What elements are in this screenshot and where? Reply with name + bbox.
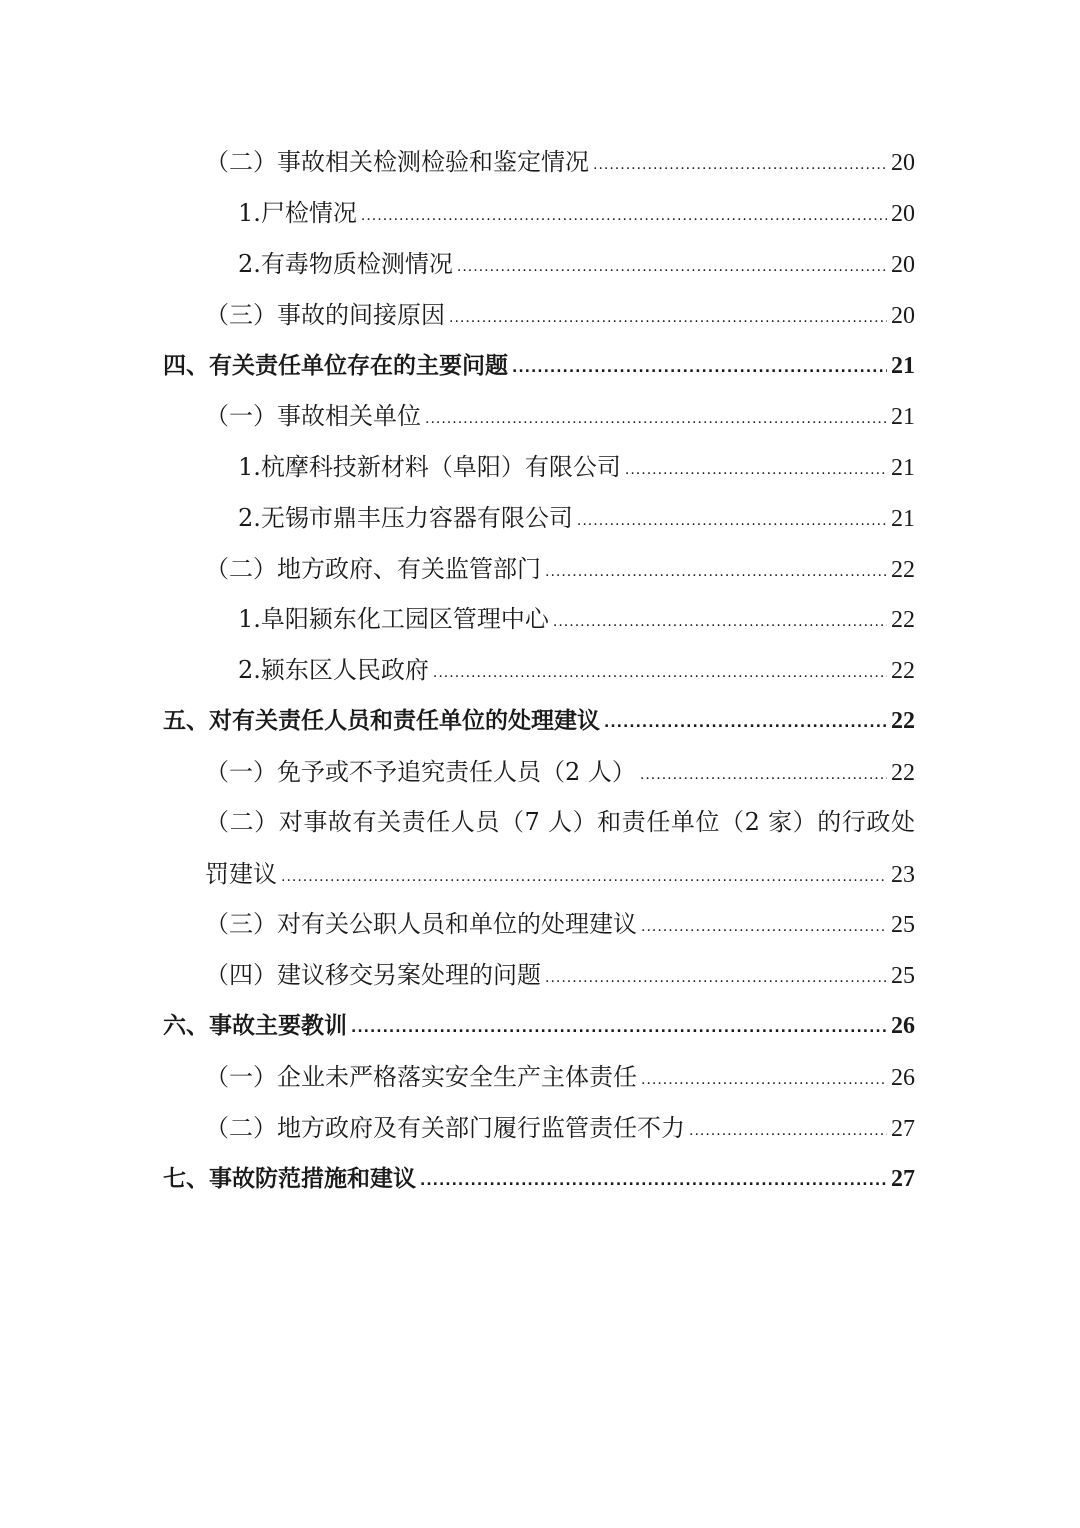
toc-page-number: 21 bbox=[891, 455, 915, 481]
dot-leader bbox=[545, 547, 887, 598]
toc-entry-title: （二）地方政府、有关监管部门 bbox=[205, 555, 541, 583]
dot-leader bbox=[641, 1055, 887, 1106]
toc-entry-title: 四、有关责任单位存在的主要问题 bbox=[163, 353, 508, 379]
toc-page-number: 27 bbox=[891, 1116, 915, 1142]
toc-page-number: 25 bbox=[891, 963, 915, 989]
toc-page-number: 21 bbox=[891, 353, 915, 379]
dot-leader bbox=[420, 1156, 887, 1207]
toc-entry-title: （三）事故的间接原因 bbox=[205, 301, 445, 329]
toc-entry[interactable] bbox=[205, 391, 915, 442]
toc-page-number: 21 bbox=[891, 404, 915, 430]
toc-chapter-entry[interactable] bbox=[163, 341, 915, 392]
dot-leader bbox=[604, 698, 887, 749]
dot-leader bbox=[545, 953, 887, 1004]
dot-leader bbox=[640, 750, 887, 801]
toc-entry-title: 2.有毒物质检测情况 bbox=[238, 250, 453, 278]
toc-entry-title: 1.阜阳颍东化工园区管理中心 bbox=[238, 605, 549, 633]
toc-entry-title: （一）免予或不予追究责任人员（2 人） bbox=[205, 758, 636, 786]
toc-entry-title: （三）对有关公职人员和单位的处理建议 bbox=[205, 910, 637, 938]
toc-entry[interactable] bbox=[238, 594, 915, 645]
toc-entry[interactable] bbox=[205, 1052, 915, 1103]
toc-page-number: 22 bbox=[891, 607, 915, 633]
toc-entry-title: （一）企业未严格落实安全生产主体责任 bbox=[205, 1063, 637, 1091]
toc-entry[interactable] bbox=[238, 188, 915, 239]
toc-entry[interactable] bbox=[205, 1103, 915, 1154]
dot-leader bbox=[449, 293, 887, 344]
dot-leader bbox=[689, 1106, 887, 1157]
dot-leader bbox=[593, 140, 887, 191]
toc-entry[interactable] bbox=[238, 239, 915, 290]
toc-page-number: 27 bbox=[891, 1166, 915, 1192]
dot-leader bbox=[457, 242, 887, 293]
toc-entry-title: 1.尸检情况 bbox=[238, 199, 357, 227]
dot-leader bbox=[553, 597, 887, 648]
toc-chapter-entry[interactable] bbox=[163, 696, 915, 747]
toc-entry-title: 2.颍东区人民政府 bbox=[238, 656, 429, 684]
toc-entry-title: 2.无锡市鼎丰压力容器有限公司 bbox=[238, 504, 573, 532]
toc-entry-title-line2: 罚建议 bbox=[205, 860, 277, 888]
toc-entry-title-line1[interactable]: （二）对事故有关责任人员（7 人）和责任单位（2 家）的行政处 bbox=[205, 808, 915, 836]
dot-leader bbox=[512, 343, 887, 394]
dot-leader bbox=[425, 394, 887, 445]
toc-entry[interactable] bbox=[205, 849, 915, 900]
toc-entry[interactable] bbox=[205, 137, 915, 188]
toc-entry[interactable] bbox=[238, 442, 915, 493]
toc-entry-title: （二）地方政府及有关部门履行监管责任不力 bbox=[205, 1114, 685, 1142]
toc-page-number: 20 bbox=[891, 201, 915, 227]
toc-page-number: 22 bbox=[891, 760, 915, 786]
dot-leader bbox=[641, 902, 887, 953]
dot-leader bbox=[433, 648, 887, 699]
toc-page-number: 25 bbox=[891, 912, 915, 938]
dot-leader bbox=[351, 1003, 887, 1054]
toc-page-number: 26 bbox=[891, 1013, 915, 1039]
toc-chapter-entry[interactable] bbox=[163, 1001, 915, 1052]
toc-page-number: 22 bbox=[891, 658, 915, 684]
dot-leader bbox=[625, 445, 887, 496]
toc-chapter-entry[interactable] bbox=[163, 1154, 915, 1205]
toc-entry[interactable] bbox=[205, 747, 915, 798]
toc-page-number: 20 bbox=[891, 150, 915, 176]
dot-leader bbox=[577, 496, 887, 547]
toc-entry-title: （一）事故相关单位 bbox=[205, 402, 421, 430]
toc-page-number: 20 bbox=[891, 252, 915, 278]
toc-page-number: 23 bbox=[891, 862, 915, 888]
dot-leader bbox=[361, 191, 887, 242]
toc-entry-title: （四）建议移交另案处理的问题 bbox=[205, 961, 541, 989]
toc-page-number: 22 bbox=[891, 708, 915, 734]
toc-page-number: 20 bbox=[891, 303, 915, 329]
toc-page-number: 21 bbox=[891, 506, 915, 532]
toc-entry[interactable] bbox=[205, 544, 915, 595]
toc-entry[interactable] bbox=[238, 645, 915, 696]
toc-entry[interactable] bbox=[205, 950, 915, 1001]
dot-leader bbox=[281, 852, 887, 903]
toc-page-number: 22 bbox=[891, 557, 915, 583]
toc-entry-title: 1.杭摩科技新材料（阜阳）有限公司 bbox=[238, 453, 621, 481]
toc-entry[interactable] bbox=[205, 899, 915, 950]
toc-entry[interactable] bbox=[205, 290, 915, 341]
toc-entry-title: 六、事故主要教训 bbox=[163, 1013, 347, 1039]
toc-page-number: 26 bbox=[891, 1065, 915, 1091]
toc-entry-title: （二）事故相关检测检验和鉴定情况 bbox=[205, 148, 589, 176]
toc-entry[interactable] bbox=[238, 493, 915, 544]
toc-entry-title: 五、对有关责任人员和责任单位的处理建议 bbox=[163, 708, 600, 734]
toc-entry-title: 七、事故防范措施和建议 bbox=[163, 1166, 416, 1192]
